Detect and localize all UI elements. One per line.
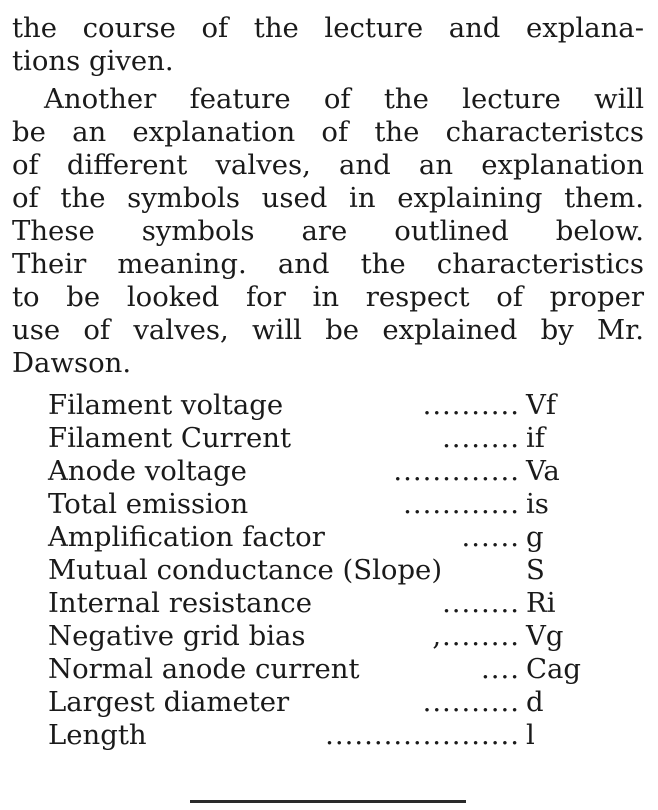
symbol-row [48,488,618,521]
symbol-label: Internal resistance [48,587,312,619]
paragraph-2-line-2: be an explanation of the characteristcs [12,116,644,148]
column-divider-rule [190,800,466,803]
symbol-row [48,587,618,620]
leader-dots: .......... [422,389,520,421]
symbol-row [48,719,618,752]
paragraph-2-line-8: use of valves, will be explained by Mr. [12,314,644,346]
symbol-value: Va [526,455,560,487]
symbol-label: Length [48,719,147,751]
symbol-label: Filament Current [48,422,292,454]
symbol-row [48,521,618,554]
paragraph-2-line-5: These symbols are outlined below. [12,215,644,247]
paragraph-1-line-2: tions given. [12,45,174,77]
paragraph-2-line-4: of the symbols used in explaining them. [12,182,644,214]
leader-dots: ........ [442,587,520,619]
symbol-label: Amplification factor [48,521,325,553]
leader-dots: .... [481,653,520,685]
symbol-row [48,620,618,653]
leader-dots: ............. [393,455,520,487]
symbol-value: is [526,488,549,520]
symbol-row [48,389,618,422]
symbol-row [48,455,618,488]
leader-dots: ,........ [432,620,520,652]
paragraph-2-line-7: to be looked for in respect of proper [12,281,644,313]
symbol-row [48,422,618,455]
paragraph-2-line-9: Dawson. [12,347,132,379]
symbol-value: g [526,521,544,553]
symbol-value: l [526,719,535,751]
symbol-value: if [526,422,545,454]
symbol-value: Vf [526,389,557,421]
symbol-value: Vg [526,620,564,652]
symbol-row [48,554,618,587]
paragraph-2-line-3: of different valves, and an explanation [12,149,644,181]
leader-dots: .................... [325,719,520,751]
symbol-row [48,686,618,719]
paragraph-1-line-1: the course of the lecture and explana- [12,12,644,44]
symbol-label: Largest diameter [48,686,290,718]
paragraph-2-line-1: Another feature of the lecture will [44,83,644,115]
symbol-value: Cag [526,653,582,685]
leader-dots: ........ [442,422,520,454]
symbol-value: d [526,686,544,718]
paragraph-2-line-6: Their meaning. and the characteristics [12,248,644,280]
leader-dots: ...... [461,521,520,553]
symbol-label: Normal anode current [48,653,360,685]
symbol-label: Total emission [48,488,249,520]
leader-dots: .......... [422,686,520,718]
leader-dots: ............ [403,488,520,520]
symbol-label: Filament voltage [48,389,284,421]
symbol-value: S [526,554,545,586]
symbol-label: Anode voltage [48,455,247,487]
symbol-label: Mutual conductance (Slope) [48,554,443,586]
symbol-value: Ri [526,587,556,619]
symbol-row [48,653,618,686]
symbol-label: Negative grid bias [48,620,306,652]
